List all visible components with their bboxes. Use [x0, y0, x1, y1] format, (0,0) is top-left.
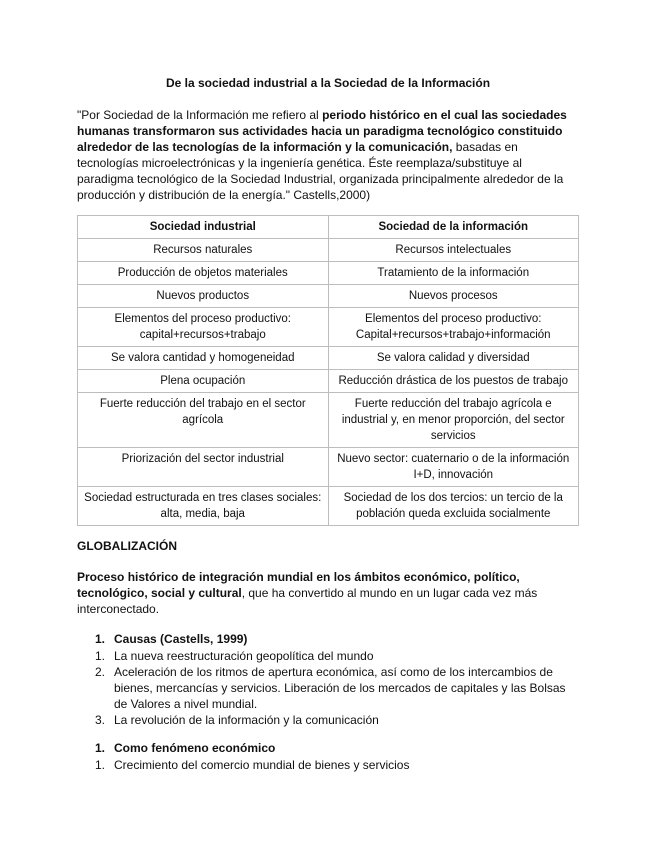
comparison-table: [77, 215, 579, 526]
item-text: La revolución de la información y la comunicación: [114, 713, 379, 727]
globalizacion-definition: [77, 569, 579, 617]
quote-bold: periodo histórico en el cual las sociedades humanas transformaron sus actividades hacia un paradigma tecnológico constituido alrededor de las tecnologías de la información y la comunicación,: [77, 108, 567, 154]
table-row: [78, 347, 579, 370]
economico-list: [77, 757, 579, 773]
item-text: Aceleración de los ritmos de apertura económica, así como de los intercambios de bienes, mercancías y servicios. Liberación de los mercados de capitales y las Bolsas de Valores a nivel mundial.: [114, 665, 566, 711]
cell-informacion: Nuevo sector: cuaternario o de la información I+D, innovación: [328, 448, 579, 487]
cell-industrial: Elementos del proceso productivo: capital+recursos+trabajo: [78, 308, 329, 347]
item-text: La nueva reestructuración geopolítica del mundo: [114, 649, 374, 663]
table-header-row: [78, 216, 579, 239]
table-row: [78, 370, 579, 393]
list-item: [77, 757, 579, 773]
quote-intro: "Por Sociedad de la Información me refiero al: [77, 108, 323, 122]
table-row: [78, 487, 579, 526]
section-heading-causas: [95, 632, 247, 646]
table-row: [78, 239, 579, 262]
cell-industrial: Producción de objetos materiales: [78, 262, 329, 285]
header-industrial: Sociedad industrial: [78, 216, 329, 239]
list-item: [77, 648, 579, 664]
item-number: 1.: [95, 649, 106, 663]
cell-industrial: Priorización del sector industrial: [78, 448, 329, 487]
item-text: Crecimiento del comercio mundial de bienes y servicios: [114, 758, 410, 772]
table-row: [78, 393, 579, 448]
cell-industrial: Plena ocupación: [78, 370, 329, 393]
table-row: [78, 262, 579, 285]
cell-informacion: Sociedad de los dos tercios: un tercio de la población queda excluida socialmente: [328, 487, 579, 526]
section-heading-economico: [95, 741, 275, 755]
list-item: [77, 712, 579, 728]
table-row: [78, 308, 579, 347]
item-number: 2.: [95, 665, 106, 679]
definition-rest: , que ha convertido al mundo en un lugar cada vez más interconectado.: [77, 586, 538, 616]
cell-informacion: Fuerte reducción del trabajo agrícola e industrial y, en menor proporción, del sector servicios: [328, 393, 579, 448]
cell-industrial: Recursos naturales: [78, 239, 329, 262]
definition-bold: Proceso histórico de integración mundial en los ámbitos económico, político, tecnológico, social y cultural: [77, 570, 520, 600]
globalizacion-heading: GLOBALIZACIÓN: [77, 539, 177, 553]
section-title: Como fenómeno económico: [114, 741, 276, 755]
castells-quote: [77, 107, 579, 203]
header-informacion: Sociedad de la información: [328, 216, 579, 239]
cell-informacion: Reducción drástica de los puestos de trabajo: [328, 370, 579, 393]
cell-industrial: Se valora cantidad y homogeneidad: [78, 347, 329, 370]
cell-industrial: Sociedad estructurada en tres clases sociales: alta, media, baja: [78, 487, 329, 526]
cell-informacion: Tratamiento de la información: [328, 262, 579, 285]
cell-informacion: Elementos del proceso productivo: Capital+recursos+trabajo+información: [328, 308, 579, 347]
cell-informacion: Nuevos procesos: [328, 285, 579, 308]
list-item: [77, 664, 579, 712]
cell-industrial: Fuerte reducción del trabajo en el sector agrícola: [78, 393, 329, 448]
section-number: 1.: [95, 741, 106, 755]
section-number: 1.: [95, 632, 106, 646]
document-title: De la sociedad industrial a la Sociedad de la Información: [165, 76, 491, 90]
section-title: Causas (Castells, 1999): [114, 632, 248, 646]
table-row: [78, 285, 579, 308]
causas-list: [77, 648, 579, 728]
cell-industrial: Nuevos productos: [78, 285, 329, 308]
quote-rest: basadas en tecnologías microelectrónicas y la ingeniería genética. Éste reemplaza/substituye al paradigma tecnológico de la Sociedad Industrial, organizada principalmente alrededor de la producción y distribución de la energía." Castells,2000): [77, 140, 564, 202]
cell-informacion: Recursos intelectuales: [328, 239, 579, 262]
table-row: [78, 448, 579, 487]
item-number: 3.: [95, 713, 106, 727]
item-number: 1.: [95, 758, 106, 772]
cell-informacion: Se valora calidad y diversidad: [328, 347, 579, 370]
